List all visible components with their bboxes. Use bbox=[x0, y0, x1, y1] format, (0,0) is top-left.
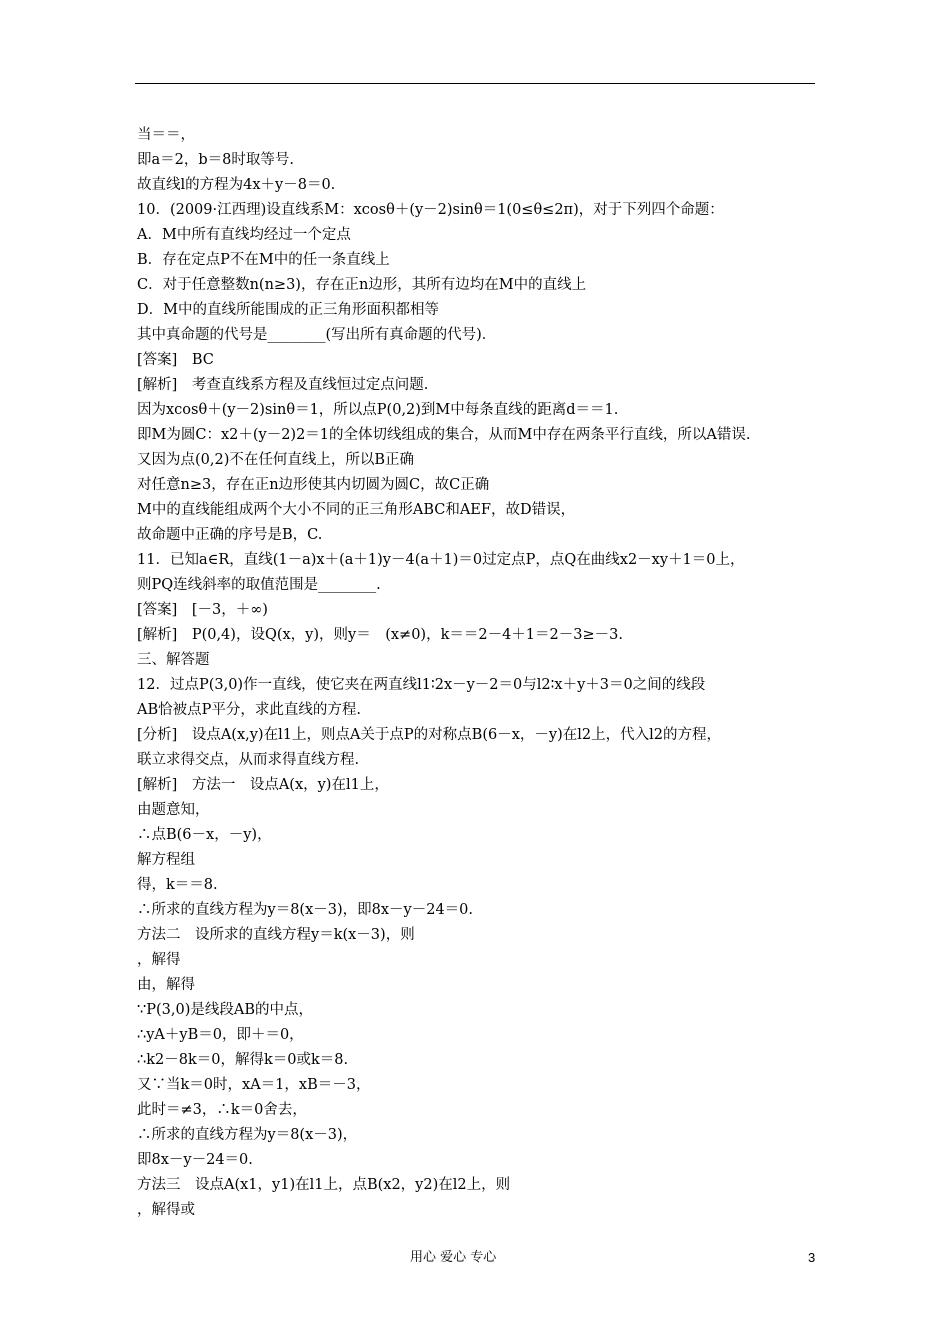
text-line: ，解得或 bbox=[137, 1202, 195, 1218]
text-line: 又∵当k＝0时，xA＝1，xB＝－3， bbox=[137, 1077, 371, 1093]
footer-text: 用心 爱心 专心 bbox=[410, 1250, 497, 1265]
text-line: ，解得 bbox=[137, 952, 181, 968]
text-line: 故命题中正确的序号是B，C. bbox=[137, 527, 323, 543]
option-b: B．存在定点P不在M中的任一条直线上 bbox=[137, 252, 390, 268]
text-line: 得，k＝＝8. bbox=[137, 877, 218, 893]
text-line: 则PQ连线斜率的取值范围是________. bbox=[137, 577, 381, 593]
method-heading: 方法二 设所求的直线方程y＝k(x－3)，则 bbox=[137, 927, 415, 943]
text-line: ∴所求的直线方程为y＝8(x－3)， bbox=[137, 1127, 358, 1143]
text-line: 由题意知， bbox=[137, 802, 210, 818]
text-line: ∴yA＋yB＝0，即＋＝0， bbox=[137, 1027, 304, 1043]
header-rule bbox=[135, 83, 815, 84]
text-line: ∵P(3,0)是线段AB的中点， bbox=[137, 1002, 313, 1018]
analysis-line: [解析] 方法一 设点A(x，y)在l1上， bbox=[137, 777, 389, 793]
answer-line: [答案] BC bbox=[137, 352, 214, 368]
question-11-stem: 11．已知a∈R，直线(1－a)x＋(a＋1)y－4(a＋1)＝0过定点P，点Q在曲线x2－xy＋1＝0上， bbox=[137, 552, 745, 568]
analysis-line: [解析] P(0,4)，设Q(x，y)，则y＝ (x≠0)，k＝＝2－4＋1＝2－3≥－3. bbox=[137, 627, 623, 643]
page-number: 3 bbox=[808, 1250, 816, 1265]
analysis-line: [分析] 设点A(x,y)在l1上，则点A关于点P的对称点B(6－x，－y)在l2上，代入l2的方程， bbox=[137, 727, 721, 743]
answer-line: [答案] [－3，＋∞) bbox=[137, 602, 268, 618]
question-10-stem: 10．(2009·江西理)设直线系M：xcosθ＋(y－2)sinθ＝1(0≤θ≤2π)，对于下列四个命题： bbox=[137, 202, 724, 218]
text-line: 联立求得交点，从而求得直线方程. bbox=[137, 752, 360, 768]
analysis-line: [解析] 考查直线系方程及直线恒过定点问题. bbox=[137, 377, 429, 393]
text-line: 故直线l的方程为4x＋y－8＝0. bbox=[137, 177, 336, 193]
text-line: 即8x－y－24＝0. bbox=[137, 1152, 253, 1168]
text-line: 因为xcosθ＋(y－2)sinθ＝1，所以点P(0,2)到M中每条直线的距离d＝＝1. bbox=[137, 402, 619, 418]
text-line: 即M为圆C：x2＋(y－2)2＝1的全体切线组成的集合，从而M中存在两条平行直线，所以A错误. bbox=[137, 427, 751, 443]
text-line: 其中真命题的代号是________(写出所有真命题的代号)． bbox=[137, 327, 497, 343]
text-line: 即a＝2，b＝8时取等号. bbox=[137, 152, 294, 168]
text-line: ∴k2－8k＝0，解得k＝0或k＝8. bbox=[137, 1052, 349, 1068]
document-body bbox=[137, 123, 827, 1223]
text-line: 又因为点(0,2)不在任何直线上，所以B正确 bbox=[137, 452, 415, 468]
option-d: D．M中的直线所能围成的正三角形面积都相等 bbox=[137, 302, 439, 318]
option-a: A．M中所有直线均经过一个定点 bbox=[137, 227, 351, 243]
text-line: 解方程组 bbox=[137, 852, 195, 868]
text-line: 当＝＝， bbox=[137, 127, 195, 143]
text-line: ∴点B(6－x，－y)， bbox=[137, 827, 272, 843]
text-line: ∴所求的直线方程为y＝8(x－3)，即8x－y－24＝0. bbox=[137, 902, 474, 918]
question-12-stem: 12．过点P(3,0)作一直线，使它夹在两直线l1∶2x－y－2＝0与l2∶x＋y＋3＝0之间的线段 bbox=[137, 677, 706, 693]
text-line: M中的直线能组成两个大小不同的正三角形ABC和AEF，故D错误， bbox=[137, 502, 576, 518]
text-line: 由，解得 bbox=[137, 977, 195, 993]
section-heading: 三、解答题 bbox=[137, 652, 210, 668]
option-c: C．对于任意整数n(n≥3)，存在正n边形，其所有边均在M中的直线上 bbox=[137, 277, 587, 293]
text-line: 此时＝≠3，∴k＝0舍去， bbox=[137, 1102, 307, 1118]
text-line: AB恰被点P平分，求此直线的方程. bbox=[137, 702, 361, 718]
method-heading: 方法三 设点A(x1，y1)在l1上，点B(x2，y2)在l2上，则 bbox=[137, 1177, 511, 1193]
text-line: 对任意n≥3，存在正n边形使其内切圆为圆C，故C正确 bbox=[137, 477, 490, 493]
